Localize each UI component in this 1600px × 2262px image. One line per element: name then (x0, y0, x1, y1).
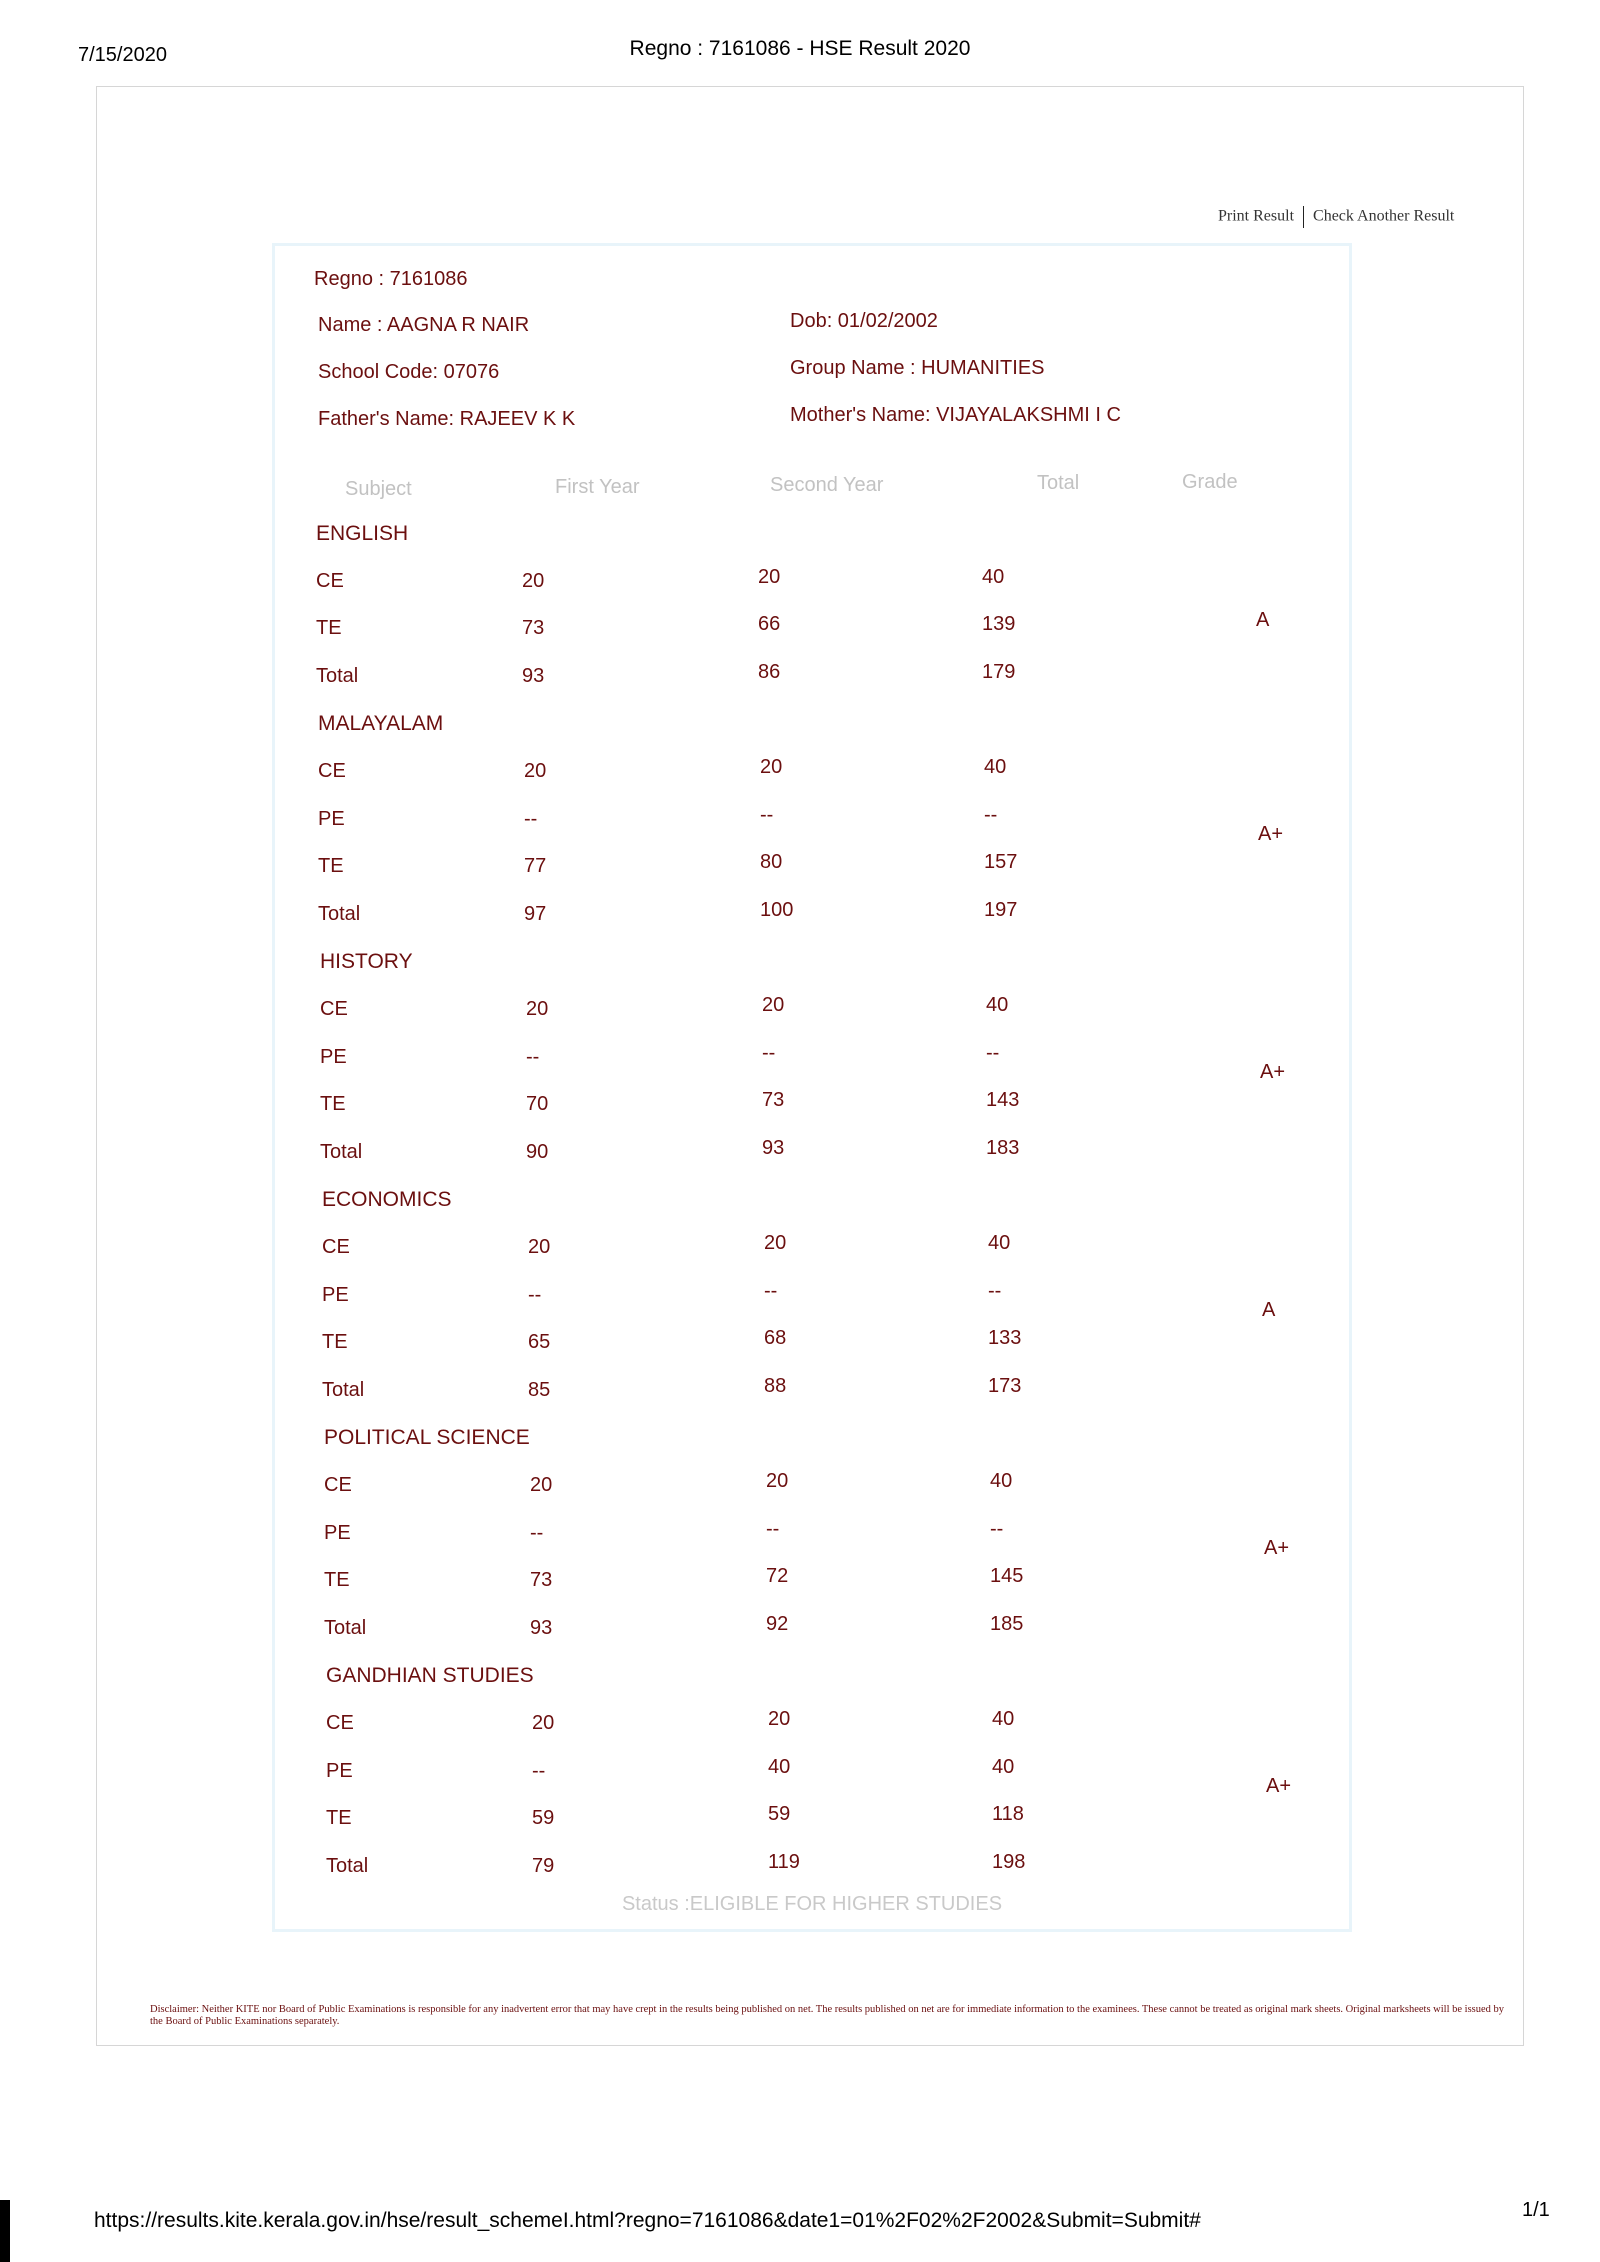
cell-first: 20 (528, 1236, 551, 1258)
cell-second: -- (764, 1279, 778, 1302)
cell-total: 173 (988, 1374, 1022, 1397)
print-result-link[interactable]: Print Result (1218, 207, 1295, 225)
cell-second: 20 (766, 1470, 789, 1492)
cell-total: -- (984, 803, 998, 826)
disclaimer: Disclaimer: Neither KITE nor Board of Public Examinations is responsible for any inadvertent error that may have crept in the results being published on net. The results published on net are for immediate information to the examinees. These cannot be treated as original mark sheets. Original marksheets will be issued by the Board of Public Examinations separately. (150, 2004, 1505, 2027)
cell-second: -- (762, 1041, 776, 1064)
cell-second: 92 (766, 1612, 789, 1635)
cell-total: 183 (986, 1136, 1020, 1159)
cell-label: CE (318, 760, 346, 782)
cell-first: 77 (524, 855, 547, 878)
subject-heading: GANDHIAN STUDIES (326, 1664, 534, 1688)
cell-label: Total (322, 1378, 365, 1401)
cell-label: TE (316, 617, 342, 640)
cell-total: 179 (982, 660, 1016, 683)
cell-first: 73 (522, 617, 545, 640)
cell-first: 20 (524, 760, 547, 782)
cell-total: 198 (992, 1850, 1026, 1873)
cell-label: TE (324, 1569, 350, 1592)
cell-label: Total (316, 664, 359, 687)
table-row (0, 1136, 1600, 1171)
grade-value: A+ (1260, 1061, 1286, 1084)
cell-label: Total (326, 1854, 369, 1877)
mothers-name: Mother's Name: VIJAYALAKSHMI I C (790, 404, 1121, 426)
table-row (0, 1232, 1600, 1266)
page-number: 1/1 (1522, 2199, 1550, 2221)
cell-label: PE (324, 1521, 351, 1544)
grade-value: A (1256, 609, 1270, 632)
table-row (0, 1803, 1600, 1837)
cell-first: 85 (528, 1378, 551, 1401)
cell-first: 90 (526, 1140, 549, 1163)
footer-url: https://results.kite.kerala.gov.in/hse/result_schemeI.html?regno=7161086&date1=01%2F02%2F2002&Submit=Submit# (94, 2209, 1201, 2232)
cell-label: PE (318, 807, 345, 830)
cell-second: 93 (762, 1136, 785, 1159)
cell-first: -- (528, 1283, 542, 1306)
cell-total: 139 (982, 613, 1016, 636)
cell-total: 40 (992, 1708, 1015, 1730)
cell-first: 20 (530, 1474, 553, 1496)
cell-second: 86 (758, 660, 781, 683)
table-row (0, 1755, 1600, 1790)
table-row (0, 1517, 1600, 1552)
table-row (0, 1708, 1600, 1742)
cell-second: 80 (760, 851, 783, 874)
cell-first: -- (526, 1045, 540, 1068)
table-row (0, 756, 1600, 790)
cell-total: 143 (986, 1089, 1020, 1112)
cell-first: -- (532, 1759, 546, 1782)
table-row (0, 613, 1600, 647)
cell-second: 20 (758, 565, 781, 588)
cell-label: TE (320, 1093, 346, 1116)
table-row (0, 898, 1600, 933)
table-row (0, 1374, 1600, 1409)
cell-label: Total (320, 1140, 363, 1163)
cell-first: 20 (526, 998, 549, 1020)
cell-second: 100 (760, 898, 794, 921)
cell-second: 20 (764, 1232, 787, 1254)
subject-heading: ECONOMICS (322, 1188, 452, 1212)
cell-second: 20 (760, 756, 783, 778)
cell-first: 20 (522, 569, 545, 592)
cell-label: TE (326, 1807, 352, 1830)
table-row (0, 1470, 1600, 1504)
header-second-year: Second Year (770, 474, 884, 496)
grade-value: A+ (1258, 823, 1284, 846)
status: Status :ELIGIBLE FOR HIGHER STUDIES (621, 1893, 1003, 1915)
cell-total: -- (986, 1041, 1000, 1064)
table-row (0, 1041, 1600, 1076)
print-date: 7/15/2020 (78, 44, 167, 66)
cell-label: Total (318, 902, 361, 925)
table-row (0, 851, 1600, 885)
subject-heading: POLITICAL SCIENCE (324, 1426, 530, 1450)
page-title: Regno : 7161086 - HSE Result 2020 (629, 37, 971, 60)
cell-second: 40 (768, 1755, 791, 1778)
subject-heading: MALAYALAM (318, 712, 444, 736)
cell-second: 68 (764, 1327, 787, 1350)
subject-heading: ENGLISH (316, 522, 409, 545)
cell-label: CE (324, 1474, 352, 1496)
cell-label: PE (320, 1045, 347, 1068)
cell-total: 40 (988, 1232, 1011, 1254)
table-row (0, 1850, 1600, 1885)
cell-label: TE (318, 855, 344, 878)
cell-first: 65 (528, 1331, 551, 1354)
table-row (0, 565, 1600, 600)
cell-first: 93 (522, 664, 545, 687)
header-first-year: First Year (555, 476, 640, 498)
student-name: Name : AAGNA R NAIR (318, 314, 530, 336)
header-subject: Subject (345, 478, 412, 500)
cell-total: 157 (984, 851, 1018, 874)
cell-total: 133 (988, 1327, 1022, 1350)
cell-second: 72 (766, 1565, 789, 1588)
school-code: School Code: 07076 (318, 361, 500, 383)
cell-total: 197 (984, 898, 1018, 921)
cell-total: 40 (986, 994, 1009, 1016)
group-name: Group Name : HUMANITIES (790, 357, 1045, 379)
regno: Regno : 7161086 (314, 268, 468, 290)
check-another-result-link[interactable]: Check Another Result (1313, 207, 1455, 225)
cell-total: 185 (990, 1612, 1024, 1635)
table-row (0, 1565, 1600, 1599)
cell-total: 40 (992, 1755, 1015, 1778)
grade-value: A+ (1266, 1775, 1292, 1798)
table-row (0, 1612, 1600, 1647)
header-total: Total (1037, 472, 1080, 494)
table-row (0, 1327, 1600, 1361)
cell-first: 97 (524, 902, 547, 925)
cell-label: CE (316, 569, 344, 592)
cell-total: 118 (992, 1803, 1024, 1826)
header-grade: Grade (1182, 471, 1238, 493)
cell-first: 79 (532, 1854, 555, 1877)
cell-second: -- (766, 1517, 780, 1540)
cell-label: PE (326, 1759, 353, 1782)
cell-first: -- (530, 1521, 544, 1544)
cell-label: CE (326, 1712, 354, 1734)
cell-label: PE (322, 1283, 349, 1306)
cell-first: 70 (526, 1093, 549, 1116)
scan-artifact (0, 2200, 10, 2262)
grade-value: A (1262, 1299, 1276, 1322)
cell-second: 66 (758, 613, 781, 636)
cell-total: -- (988, 1279, 1002, 1302)
cell-first: 20 (532, 1712, 555, 1734)
fathers-name: Father's Name: RAJEEV K K (318, 408, 576, 430)
cell-first: -- (524, 807, 538, 830)
cell-second: 119 (768, 1850, 800, 1873)
cell-second: 88 (764, 1374, 787, 1397)
table-row (0, 803, 1600, 838)
cell-second: 20 (762, 994, 785, 1016)
cell-first: 73 (530, 1569, 553, 1592)
link-divider (1303, 206, 1304, 228)
cell-label: CE (322, 1236, 350, 1258)
cell-total: 145 (990, 1565, 1024, 1588)
dob: Dob: 01/02/2002 (790, 310, 938, 332)
cell-total: 40 (984, 756, 1007, 778)
cell-label: Total (324, 1616, 367, 1639)
cell-first: 59 (532, 1807, 555, 1830)
table-row (0, 1089, 1600, 1123)
cell-total: -- (990, 1517, 1004, 1540)
cell-second: 20 (768, 1708, 791, 1730)
table-row (0, 1279, 1600, 1314)
cell-second: 59 (768, 1803, 791, 1826)
cell-label: TE (322, 1331, 348, 1354)
cell-second: 73 (762, 1089, 785, 1112)
cell-label: CE (320, 998, 348, 1020)
cell-total: 40 (990, 1470, 1013, 1492)
cell-total: 40 (982, 565, 1005, 588)
table-row (0, 660, 1600, 695)
cell-first: 93 (530, 1616, 553, 1639)
grade-value: A+ (1264, 1537, 1290, 1560)
cell-second: -- (760, 803, 774, 826)
result-links (1218, 206, 1478, 228)
table-row (0, 994, 1600, 1028)
subject-heading: HISTORY (320, 950, 413, 974)
